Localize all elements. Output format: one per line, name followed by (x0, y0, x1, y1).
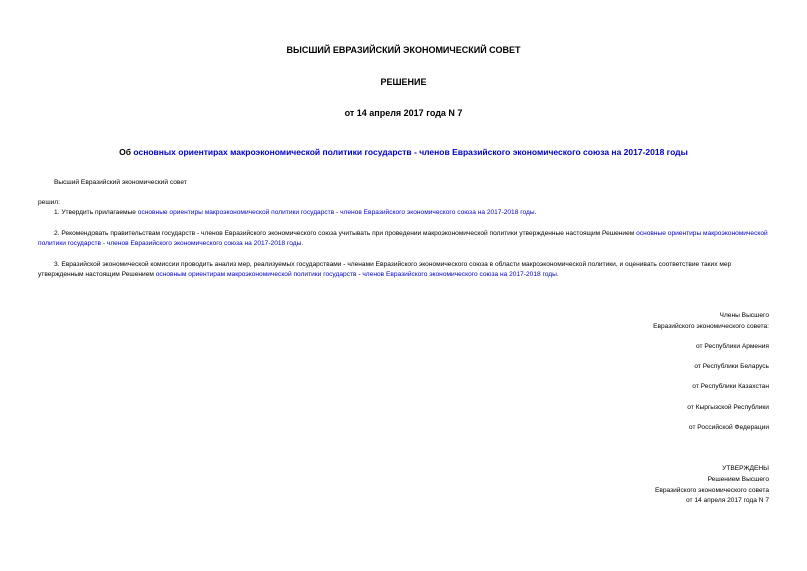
doc-type-heading: РЕШЕНИЕ (380, 77, 427, 87)
p1-suffix: . (534, 209, 537, 216)
doc-title (0, 147, 807, 157)
approved-line-1: УТВЕРЖДЕНЫ (722, 465, 769, 472)
paragraph-1 (54, 208, 769, 218)
signature-russia: от Российской Федерации (688, 424, 769, 431)
p2-text: 2. Рекомендовать правительствам государств - членов Евразийского экономического союза учитывать при проведении макроэкономической политики утвержденные настоящим Решением (54, 230, 637, 237)
approved-line-4: от 14 апреля 2017 года N 7 (685, 497, 769, 504)
signature-armenia: от Республики Армения (696, 343, 769, 350)
decided-text: решил: (38, 199, 60, 206)
approved-line-2: Решением Высшего (707, 476, 769, 483)
council-heading: ВЫСШИЙ ЕВРАЗИЙСКИЙ ЭКОНОМИЧЕСКИЙ СОВЕТ (286, 45, 521, 55)
p3-suffix: . (556, 271, 559, 278)
p3-link[interactable]: основным ориентирам макроэкономической политики государств - членов Евразийского экономического союза на 2017-2018 годы (155, 271, 557, 278)
title-prefix: Об (119, 147, 134, 157)
signature-kazakhstan: от Республики Казахстан (692, 383, 769, 390)
title-link[interactable]: основных ориентирах макроэкономической политики государств - членов Евразийского экономического союза на 2017-2018 годы (133, 147, 688, 157)
signature-belarus: от Республики Беларусь (694, 363, 769, 370)
p1-link[interactable]: основные ориентиры макроэкономической политики государств - членов Евразийского экономического союза на 2017-2018 годы (137, 209, 535, 216)
signature-kyrgyzstan: от Кыргызской Республики (687, 404, 769, 411)
intro-text: Высший Евразийский экономический совет (54, 179, 187, 186)
doc-date: от 14 апреля 2017 года N 7 (344, 108, 463, 118)
members-line-2: Евразийского экономического совета: (653, 323, 769, 330)
approved-line-3: Евразийского экономического совета (654, 487, 769, 494)
p2-link[interactable]: основные ориентиры макроэкономической политики государств - членов Евразийского экономического союза на 2017-2018 годы (38, 230, 768, 247)
p1-text: 1. Утвердить прилагаемые (54, 209, 138, 216)
paragraph-2 (38, 229, 769, 249)
p3-text: 3. Евразийской экономической комиссии проводить анализ мер, реализуемых государствами - членами Евразийского экономического союза в области макроэкономической политики, и оценивать соответствие таких мер утвержденным настоящим Решением (38, 261, 732, 278)
members-line-1: Члены Высшего (719, 312, 769, 319)
p2-suffix: . (301, 240, 304, 247)
paragraph-3 (38, 260, 769, 280)
